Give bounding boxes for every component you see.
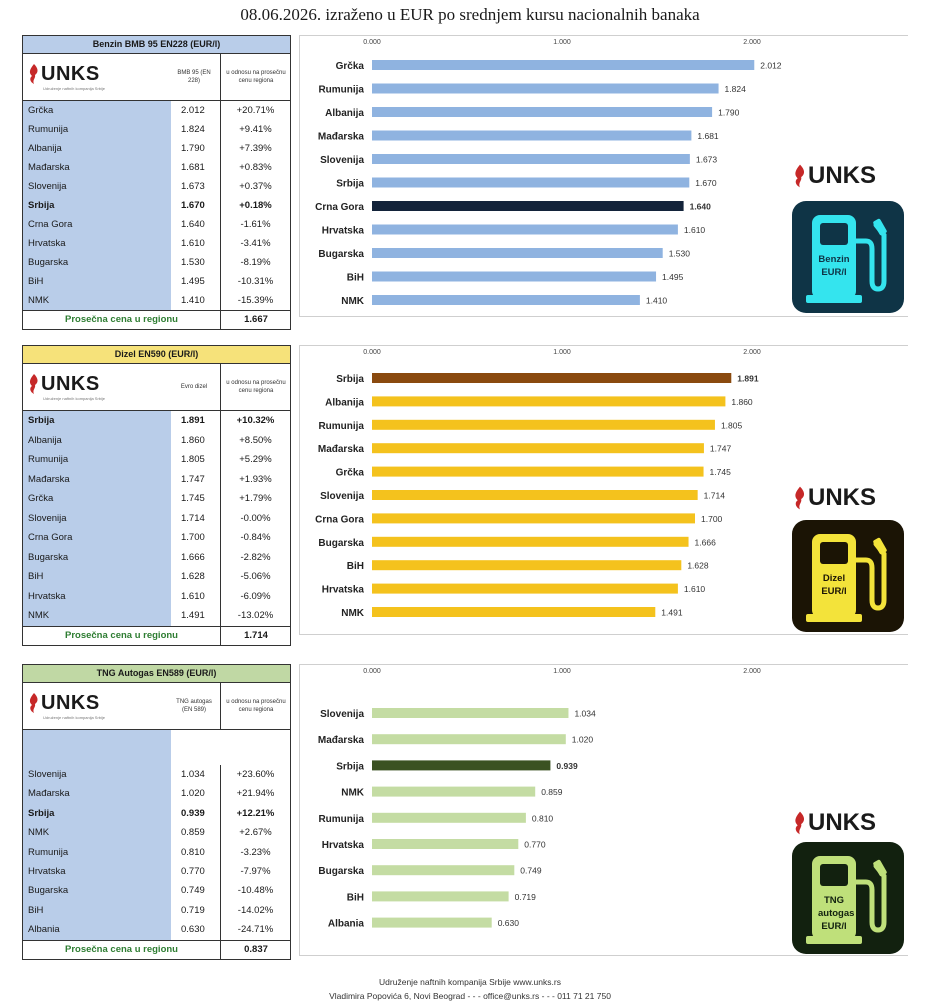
- table-rows: [23, 101, 290, 310]
- table-row: [23, 606, 290, 626]
- country-cell: Bugarska: [28, 257, 69, 268]
- average-label: Prosečna cena u regionu: [65, 943, 178, 955]
- diff-cell: -10.48%: [220, 881, 290, 900]
- table-row: [23, 548, 290, 568]
- table-row: [23, 843, 290, 862]
- value-label: 1.673: [695, 154, 718, 165]
- category-label: BiH: [346, 561, 364, 573]
- price-cell: 1.700: [181, 532, 205, 543]
- unks-logo: [27, 692, 106, 720]
- value-label: 2.012: [760, 60, 782, 71]
- table-row: [23, 272, 290, 291]
- value-label: 1.681: [697, 131, 719, 141]
- bar: [372, 60, 754, 70]
- bar: [372, 787, 535, 797]
- value-label: 1.640: [689, 201, 711, 212]
- diff-cell: -0.00%: [220, 509, 290, 529]
- unks-logo-text: UNKS: [808, 162, 877, 189]
- diff-cell: +1.79%: [220, 489, 290, 509]
- footer-line-2: Vladimira Popovića 6, Novi Beograd - - - office@unks.rs - - - 011 71 21 750: [329, 991, 611, 1001]
- category-label: Rumunija: [318, 813, 364, 825]
- value-label: 1.714: [703, 490, 725, 501]
- table-row: [23, 234, 290, 253]
- value-label: 1.610: [683, 225, 706, 235]
- category-label: Rumunija: [318, 84, 364, 96]
- average-value: 1.667: [220, 311, 291, 329]
- price-cell: 1.491: [181, 610, 205, 621]
- category-label: Crna Gora: [315, 202, 364, 213]
- price-cell: 2.012: [181, 105, 205, 116]
- price-cell: 1.530: [181, 257, 205, 268]
- bar: [372, 813, 526, 823]
- diff-cell: -0.84%: [220, 528, 290, 548]
- category-label: Albanija: [325, 397, 364, 409]
- average-label: Prosečna cena u regionu: [65, 629, 178, 641]
- diff-cell: +0.83%: [220, 158, 290, 177]
- country-cell: Crna Gora: [28, 532, 73, 543]
- bar: [372, 420, 715, 430]
- tng-pump-icon: [792, 842, 904, 954]
- unks-logo-large: [792, 161, 902, 191]
- bar: [372, 537, 689, 547]
- x-tick-label: 0.000: [363, 39, 381, 46]
- category-label: BiH: [346, 272, 364, 284]
- table-row: [23, 120, 290, 139]
- x-tick-label: 2.000: [743, 349, 761, 356]
- bar: [372, 131, 691, 141]
- value-label: 1.410: [645, 295, 668, 306]
- table-row: [23, 823, 290, 842]
- column-header-diff: u odnosu na prosečnu cenu regiona: [220, 364, 291, 410]
- dizel-pump-icon: [792, 520, 904, 632]
- pump-label: TNG autogas EUR/l: [818, 895, 855, 932]
- diff-cell: -8.19%: [220, 253, 290, 272]
- bar: [372, 467, 704, 477]
- bar: [372, 272, 656, 282]
- x-tick-label: 2.000: [743, 39, 761, 46]
- bar: [372, 295, 640, 305]
- diff-cell: -13.02%: [220, 606, 290, 626]
- price-cell: 1.628: [181, 571, 205, 582]
- unks-logo-text: UNKS: [808, 809, 877, 836]
- brand-block: [792, 161, 902, 191]
- country-cell: Albanija: [28, 434, 62, 446]
- country-cell: Bugarska: [28, 551, 69, 563]
- table-header: [23, 683, 290, 730]
- value-label: 0.719: [514, 891, 536, 902]
- bar-chart-svg: [300, 665, 770, 955]
- unks-logo-large: [792, 808, 902, 838]
- bar: [372, 734, 566, 744]
- diff-cell: +12.21%: [220, 804, 290, 823]
- table-row: [23, 920, 290, 939]
- category-label: Bugarska: [318, 866, 364, 878]
- price-cell: 1.495: [181, 276, 205, 287]
- unks-flame-icon: [27, 692, 41, 714]
- average-row: [23, 626, 290, 645]
- price-cell: 1.610: [181, 238, 205, 249]
- category-label: Mađarska: [317, 444, 364, 456]
- value-label: 0.810: [531, 813, 554, 824]
- table-rows: [23, 730, 290, 940]
- table-header: [23, 364, 290, 411]
- country-cell: BiH: [28, 276, 44, 287]
- table-row: [23, 509, 290, 529]
- footer-line-1: Udruženje naftnih kompanija Srbije www.unks.rs: [379, 977, 561, 987]
- diff-cell: -6.09%: [220, 587, 290, 607]
- value-label: 1.495: [662, 272, 684, 282]
- country-cell: NMK: [28, 295, 50, 306]
- price-cell: 0.630: [181, 924, 205, 936]
- diff-cell: +0.18%: [220, 196, 290, 215]
- value-label: 0.939: [556, 760, 578, 771]
- average-row: [23, 940, 290, 959]
- benzin-table: [22, 35, 291, 330]
- diff-cell: +20.71%: [220, 101, 290, 120]
- table-row: [23, 291, 290, 310]
- diff-cell: +7.39%: [220, 139, 290, 158]
- category-label: BiH: [346, 892, 364, 904]
- price-cell: 1.670: [181, 200, 205, 211]
- bar-chart-svg: [300, 36, 782, 316]
- price-cell: 1.805: [181, 454, 205, 465]
- diff-cell: -15.39%: [220, 291, 290, 310]
- table-row: [23, 587, 290, 607]
- diff-cell: +8.50%: [220, 431, 290, 451]
- diff-cell: +2.67%: [220, 823, 290, 842]
- column-header-diff: u odnosu na prosečnu cenu regiona: [220, 54, 291, 100]
- diff-cell: +9.41%: [220, 120, 290, 139]
- category-label: Srbija: [336, 374, 364, 385]
- diff-cell: -14.02%: [220, 901, 290, 920]
- average-row: [23, 310, 290, 329]
- price-cell: 1.745: [181, 493, 205, 504]
- average-label: Prosečna cena u regionu: [65, 314, 178, 325]
- country-cell: Hrvatska: [28, 865, 66, 877]
- table-row: [23, 470, 290, 490]
- table-title: Dizel EN590 (EUR/l): [23, 346, 290, 364]
- x-tick-label: 1.000: [553, 349, 571, 356]
- bar: [372, 201, 684, 211]
- value-label: 1.745: [709, 467, 731, 478]
- country-cell: Rumunija: [28, 454, 69, 465]
- bar-chart-svg: [300, 346, 770, 634]
- bar: [372, 891, 509, 901]
- value-label: 1.034: [574, 708, 596, 719]
- x-tick-label: 2.000: [743, 668, 761, 675]
- diff-cell: -7.97%: [220, 862, 290, 881]
- value-label: 1.747: [709, 443, 732, 454]
- dizel-table: [22, 345, 291, 646]
- tng-table: [22, 664, 291, 960]
- country-cell: Slovenija: [28, 181, 67, 192]
- table-row: [23, 901, 290, 920]
- diff-cell: +23.60%: [220, 765, 290, 784]
- diff-cell: -2.82%: [220, 548, 290, 568]
- bar: [372, 918, 492, 928]
- unks-logo: [27, 63, 106, 91]
- brand-block: [792, 483, 902, 513]
- table-row: [23, 158, 290, 177]
- bar: [372, 373, 731, 383]
- column-header-diff: u odnosu na prosečnu cenu regiona: [220, 683, 291, 729]
- price-cell: 1.666: [181, 551, 205, 563]
- category-label: Srbija: [336, 178, 364, 190]
- country-cell: NMK: [28, 827, 50, 839]
- value-label: 1.020: [571, 734, 594, 745]
- table-title: Benzin BMB 95 EN228 (EUR/l): [23, 36, 290, 54]
- country-cell: Rumunija: [28, 124, 69, 135]
- country-cell: Bugarska: [28, 885, 69, 897]
- country-cell: Slovenija: [28, 512, 67, 524]
- unks-logo-tagline: Udruženje naftnih kompanija Srbije: [43, 86, 106, 91]
- bar: [372, 225, 678, 235]
- table-row: [23, 784, 290, 803]
- diff-cell: +10.32%: [220, 411, 290, 431]
- category-label: Mađarska: [317, 735, 364, 747]
- table-row: [23, 804, 290, 823]
- price-cell: 1.790: [181, 143, 205, 154]
- price-cell: 1.681: [181, 162, 205, 173]
- price-cell: 1.860: [181, 434, 205, 446]
- table-row: [23, 450, 290, 470]
- unks-logo-text: UNKS: [41, 63, 100, 85]
- table-rows: [23, 411, 290, 626]
- price-cell: 1.610: [181, 590, 205, 602]
- average-value: 0.837: [220, 941, 291, 959]
- bar: [372, 443, 704, 453]
- table-row: [23, 411, 290, 431]
- category-label: Grčka: [335, 61, 364, 72]
- bar: [372, 760, 550, 770]
- price-cell: 1.020: [181, 788, 205, 800]
- country-cell: Hrvatska: [28, 238, 66, 249]
- table-row: [23, 567, 290, 587]
- diff-cell: +21.94%: [220, 784, 290, 803]
- unks-flame-icon: [27, 63, 41, 85]
- date-line: 08.06.2026. izraženo u EUR po srednjem kursu nacionalnih banaka: [240, 5, 700, 24]
- country-cell: Mađarska: [28, 788, 70, 800]
- brand-block: [792, 808, 902, 838]
- country-cell: Mađarska: [28, 473, 70, 485]
- price-cell: 1.640: [181, 219, 205, 230]
- category-label: Crna Gora: [315, 514, 364, 526]
- x-tick-label: 1.000: [553, 668, 571, 675]
- column-header-price: Evro dizel: [180, 384, 208, 390]
- country-cell: Mađarska: [28, 162, 70, 173]
- table-title: TNG Autogas EN589 (EUR/l): [23, 665, 290, 683]
- bar: [372, 865, 514, 875]
- price-cell: 1.747: [181, 473, 205, 485]
- unks-flame-icon: [792, 810, 808, 836]
- category-label: Albania: [327, 918, 364, 930]
- value-label: 1.805: [720, 420, 743, 431]
- price-cell: 0.770: [181, 865, 205, 877]
- unks-flame-icon: [792, 485, 808, 511]
- price-cell: 1.410: [181, 295, 205, 306]
- category-label: Bugarska: [318, 249, 364, 260]
- x-tick-label: 0.000: [363, 349, 381, 356]
- category-label: Slovenija: [320, 155, 364, 166]
- country-cell: Srbija: [28, 807, 55, 819]
- pump-label: Benzin EUR/l: [818, 254, 850, 278]
- table-row: [23, 765, 290, 784]
- category-label: Rumunija: [318, 420, 364, 432]
- category-label: Srbija: [336, 761, 364, 773]
- country-cell: Srbija: [28, 415, 55, 426]
- x-tick-label: 0.000: [363, 668, 381, 675]
- unks-logo-large: [792, 483, 902, 513]
- diff-cell: -1.61%: [220, 215, 290, 234]
- unks-logo-text: UNKS: [808, 484, 877, 511]
- bar: [372, 513, 695, 523]
- value-label: 1.628: [687, 560, 709, 571]
- unks-logo-tagline: Udruženje naftnih kompanija Srbije: [43, 396, 106, 401]
- unks-logo-tagline: Udruženje naftnih kompanija Srbije: [43, 715, 106, 720]
- column-header-price: BMB 95 (EN 228): [177, 70, 211, 84]
- unks-flame-icon: [792, 163, 808, 189]
- price-cell: 1.034: [181, 769, 205, 780]
- x-tick-label: 1.000: [553, 39, 571, 46]
- category-label: Slovenija: [320, 491, 364, 502]
- table-row: [23, 215, 290, 234]
- value-label: 0.770: [524, 839, 546, 850]
- price-cell: 0.939: [181, 807, 205, 819]
- price-cell: 1.673: [181, 181, 205, 192]
- price-cell: 1.714: [181, 512, 205, 524]
- price-cell: 1.891: [181, 415, 205, 426]
- value-label: 0.859: [541, 787, 563, 798]
- value-label: 1.491: [661, 607, 683, 618]
- country-cell: Srbija: [28, 200, 55, 211]
- value-label: 1.790: [718, 107, 740, 118]
- value-label: 1.824: [724, 84, 746, 94]
- value-label: 1.610: [683, 584, 706, 595]
- country-cell: Hrvatska: [28, 590, 66, 602]
- category-label: Mađarska: [317, 131, 364, 143]
- diff-cell: -3.41%: [220, 234, 290, 253]
- benzin-pump-icon: [792, 201, 904, 313]
- unks-logo-text: UNKS: [41, 692, 100, 714]
- bar: [372, 248, 663, 258]
- country-cell: Albanija: [28, 143, 62, 154]
- pump-label: Dizel EUR/l: [821, 573, 847, 597]
- country-cell: Grčka: [28, 493, 54, 504]
- price-cell: 0.719: [181, 904, 205, 916]
- country-cell: Crna Gora: [28, 219, 73, 230]
- category-label: NMK: [341, 787, 364, 799]
- column-header-price: TNG autogas (EN 589): [176, 699, 212, 713]
- diff-cell: +5.29%: [220, 450, 290, 470]
- bar: [372, 396, 725, 406]
- bar: [372, 178, 689, 188]
- diff-cell: -5.06%: [220, 567, 290, 587]
- value-label: 1.670: [695, 178, 717, 188]
- bar: [372, 84, 719, 94]
- category-label: Hrvatska: [321, 584, 364, 596]
- country-cell: Rumunija: [28, 846, 69, 858]
- table-row: [23, 528, 290, 548]
- category-label: Bugarska: [318, 537, 364, 549]
- table-row: [23, 489, 290, 509]
- table-row: [23, 253, 290, 272]
- table-header: [23, 54, 290, 101]
- table-row: [23, 177, 290, 196]
- bar: [372, 154, 690, 164]
- country-cell: BiH: [28, 571, 44, 582]
- diff-cell: +0.37%: [220, 177, 290, 196]
- table-row: [23, 431, 290, 451]
- diff-cell: -24.71%: [220, 920, 290, 939]
- country-cell: BiH: [28, 904, 44, 916]
- category-label: NMK: [341, 608, 364, 619]
- bar: [372, 839, 518, 849]
- country-cell: Grčka: [28, 105, 54, 116]
- unks-logo: [27, 373, 106, 401]
- diff-cell: -10.31%: [220, 272, 290, 291]
- value-label: 1.700: [701, 513, 723, 524]
- price-cell: 0.749: [181, 885, 205, 897]
- country-cell: NMK: [28, 610, 50, 621]
- bar: [372, 708, 568, 718]
- price-cell: 0.810: [181, 846, 205, 858]
- footer: [0, 975, 940, 1003]
- bar: [372, 607, 655, 617]
- table-row: [23, 196, 290, 215]
- table-row: [23, 101, 290, 120]
- average-value: 1.714: [220, 627, 291, 645]
- price-cell: 1.824: [181, 124, 205, 135]
- table-row: [23, 139, 290, 158]
- value-label: 0.630: [497, 918, 519, 929]
- category-label: Slovenija: [320, 709, 364, 720]
- category-label: Albanija: [325, 108, 364, 119]
- bar: [372, 584, 678, 594]
- value-label: 1.860: [731, 396, 753, 407]
- category-label: Hrvatska: [321, 225, 364, 237]
- category-label: Grčka: [335, 467, 364, 479]
- category-label: NMK: [341, 296, 364, 307]
- bar: [372, 107, 712, 117]
- country-cell: Slovenija: [28, 769, 67, 780]
- country-cell: Albania: [28, 924, 60, 936]
- value-label: 0.749: [520, 865, 542, 876]
- value-label: 1.666: [694, 537, 716, 548]
- price-cell: 0.859: [181, 827, 205, 839]
- table-row: [23, 862, 290, 881]
- bar: [372, 490, 698, 500]
- category-label: Hrvatska: [321, 840, 364, 851]
- value-label: 1.891: [737, 373, 759, 384]
- diff-cell: +1.93%: [220, 470, 290, 490]
- table-row: [23, 881, 290, 900]
- value-label: 1.530: [668, 248, 690, 259]
- unks-flame-icon: [27, 373, 41, 395]
- bar: [372, 560, 681, 570]
- diff-cell: -3.23%: [220, 843, 290, 862]
- unks-logo-text: UNKS: [41, 373, 100, 395]
